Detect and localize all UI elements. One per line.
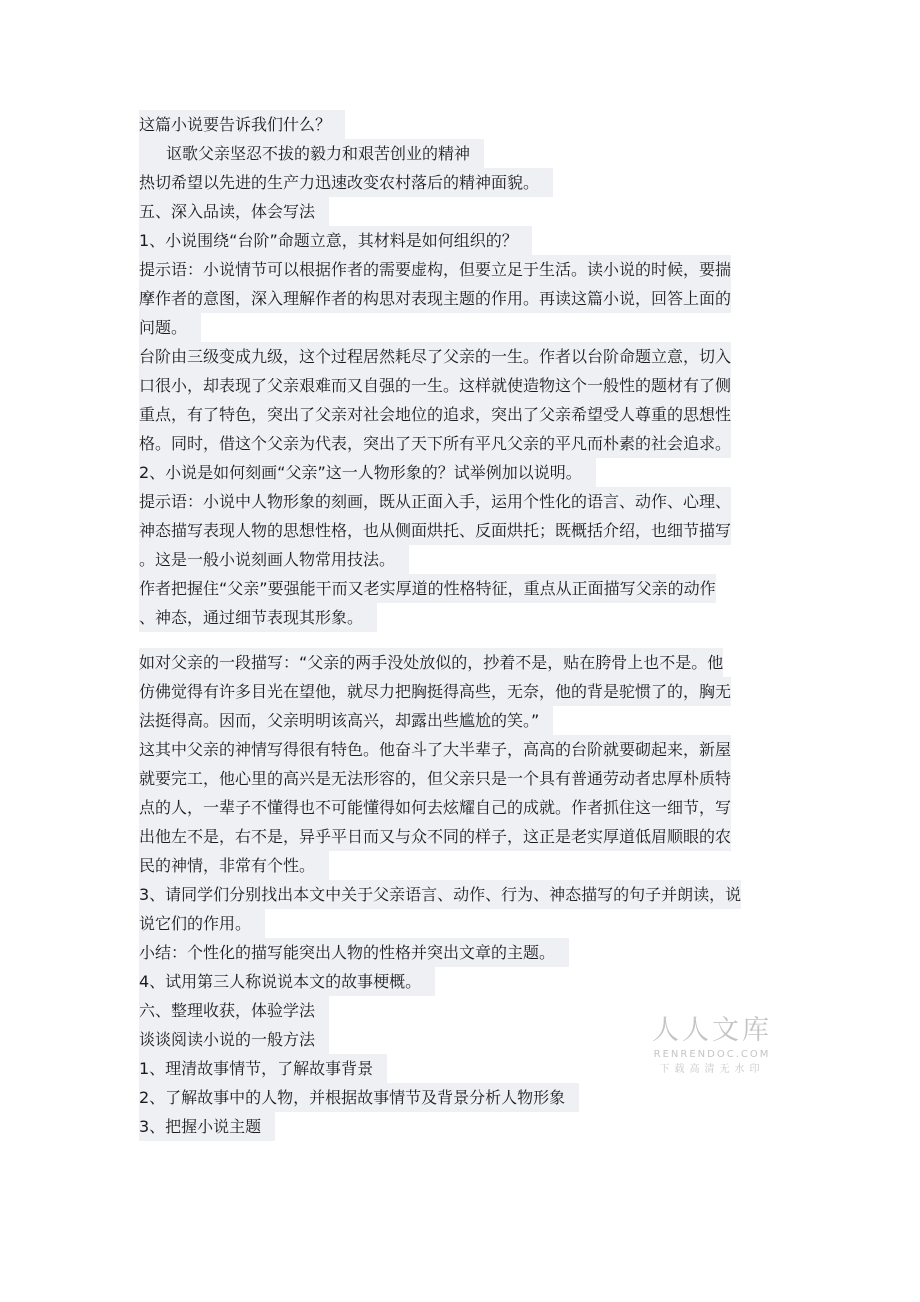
text-line: 、神态，通过细节表现其形象。	[139, 603, 377, 632]
text-line: 这篇小说要告诉我们什么？	[139, 110, 345, 139]
text-line: 神态描写表现人物的思想性格，也从侧面烘托、反面烘托；既概括介绍，也细节描写	[139, 516, 731, 545]
question-line: 1、小说围绕“台阶”命题立意，其材料是如何组织的？	[139, 226, 532, 255]
document-body	[139, 110, 781, 1141]
watermark-title: 人人文库	[652, 1015, 772, 1046]
list-item: 3、把握小说主题	[139, 1112, 275, 1141]
text-line: 口很小，却表现了父亲艰难而又自强的一生。这样就使造物这个一般性的题材有了侧	[139, 371, 731, 400]
text-line: 重点，有了特色，突出了父亲对社会地位的追求，突出了父亲希望受人尊重的思想性	[139, 400, 731, 429]
text-line: 台阶由三级变成九级，这个过程居然耗尽了父亲的一生。作者以台阶命题立意，切入	[139, 342, 731, 371]
watermark-logo	[650, 1014, 774, 1078]
text-line: 作者把握住“父亲”要强能干而又老实厚道的性格特征，重点从正面描写父亲的动作	[139, 574, 716, 603]
text-line: 说它们的作用。	[139, 909, 265, 938]
text-line: 提示语：小说中人物形象的刻画，既从正面入手，运用个性化的语言、动作、心理、	[139, 487, 731, 516]
question-line: 3、请同学们分别找出本文中关于父亲语言、动作、行为、神态描写的句子并朗读，说	[139, 880, 741, 909]
text-line: 这其中父亲的神情写得很有特色。他奋斗了大半辈子，高高的台阶就要砌起来，新屋	[139, 735, 731, 764]
question-line: 4、试用第三人称说说本文的故事梗概。	[139, 967, 435, 996]
text-line: 民的神情，非常有个性。	[139, 851, 329, 880]
text-line: 。这是一般小说刻画人物常用技法。	[139, 545, 409, 574]
text-line: 摩作者的意图，深入理解作者的构思对表现主题的作用。再读这篇小说，回答上面的	[139, 284, 731, 313]
paragraph-gap	[139, 632, 781, 648]
watermark-url: RENRENDOC.COM	[653, 1049, 771, 1060]
section-heading: 五、深入品读，体会写法	[139, 197, 329, 226]
text-line: 提示语：小说情节可以根据作者的需要虚构，但要立足于生活。读小说的时候，要揣	[139, 255, 731, 284]
watermark-subtitle: 下载高清无水印	[659, 1064, 765, 1075]
text-line: 就要完工，他心里的高兴是无法形容的，但父亲只是一个具有普通劳动者忠厚朴质特	[139, 764, 731, 793]
question-line: 2、小说是如何刻画“父亲”这一人物形象的？试举例加以说明。	[139, 458, 596, 487]
text-line: 出他左不是，右不是，异乎平日而又与众不同的样子，这正是老实厚道低眉顺眼的农	[139, 822, 731, 851]
section-heading: 六、整理收获，体验学法	[139, 996, 329, 1025]
text-line: 谈谈阅读小说的一般方法	[139, 1025, 329, 1054]
text-line: 热切希望以先进的生产力迅速改变农村落后的精神面貌。	[139, 168, 553, 197]
text-line: 如对父亲的一段描写：“父亲的两手没处放似的，抄着不是，贴在胯骨上也不是。他	[139, 648, 723, 677]
text-line: 法挺得高。因而，父亲明明该高兴，却露出些尴尬的笑。”	[139, 706, 553, 735]
text-line: 问题。	[139, 313, 201, 342]
list-item: 2、了解故事中的人物，并根据故事情节及背景分析人物形象	[139, 1083, 579, 1112]
summary-line: 小结：个性化的描写能突出人物的性格并突出文章的主题。	[139, 938, 569, 967]
list-item: 1、理清故事情节，了解故事背景	[139, 1054, 387, 1083]
text-line: 讴歌父亲坚忍不拔的毅力和艰苦创业的精神	[139, 139, 484, 168]
text-line: 格。同时，借这个父亲为代表，突出了天下所有平凡父亲的平凡而朴素的社会追求。	[139, 429, 731, 458]
text-line: 点的人，一辈子不懂得也不可能懂得如何去炫耀自己的成就。作者抓住这一细节，写	[139, 793, 731, 822]
text-line: 仿佛觉得有许多目光在望他，就尽力把胸挺得高些，无奈，他的背是驼惯了的，胸无	[139, 677, 731, 706]
